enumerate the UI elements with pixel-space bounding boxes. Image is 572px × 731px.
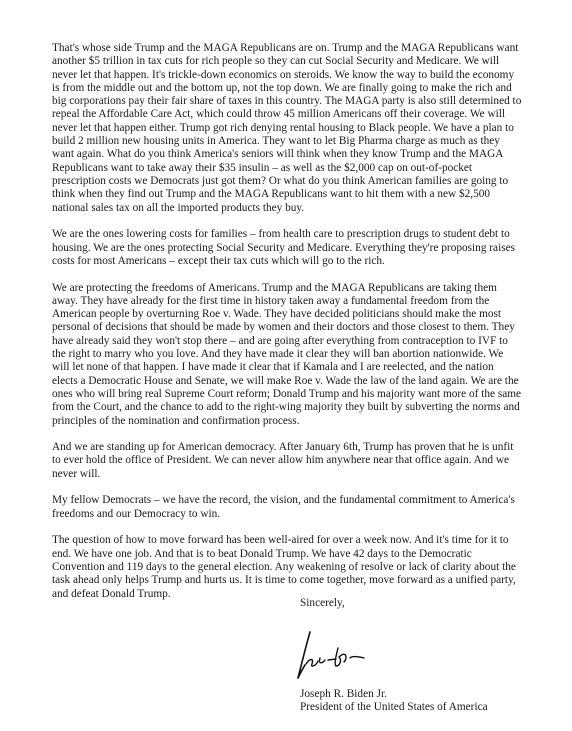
paragraph-3: We are protecting the freedoms of Americans. Trump and the MAGA Republicans are taking them away. They have already for the first time in history taken away a fundamental freedom from the American people by overturning Roe v. Wade. They have decided politicians should make the most personal of decisions that should be made by women and their doctors and those closest to them. They have already said they won't stop there – and are going after everything from contraception to IVF to the right to marry who you love. And they have made it clear they will ban abortion nationwide. We will let none of that happen. I have made it clear that if Kamala and I are reelected, and the nation elects a Democratic House and Senate, we will make Roe v. Wade the law of the land again. We are the ones who will bring real Supreme Court reform; Donald Trump and his majority want more of the same from the Court, and the chance to add to the right-wing majority they built by subverting the norms and principles of the nomination and confirmation process. (52, 281, 522, 427)
paragraph-4: And we are standing up for American democracy. After January 6th, Trump has proven that he is unfit to ever hold the office of President. We can never allow him anywhere near that office again. And we never will. (52, 441, 514, 480)
paragraph-1: That's whose side Trump and the MAGA Republicans are on. Trump and the MAGA Republicans want another $5 trillion in tax cuts for rich people so they can cut Social Security and Medicare. We will never let that happen. It's trickle-down economics on steroids. We know the way to build the economy is from the middle out and the bottom up, not the top down. We are finally going to make the rich and big corporations pay their fair share of taxes in this country. The MAGA party is also still determined to repeal the Affordable Care Act, which could throw 45 million Americans off their coverage. We will never let that happen either. Trump got rich denying rental housing to Black people. We have a plan to build 2 million new housing units in America. They want to let Big Pharma charge as much as they want again. What do you think America's seniors will think when they know Trump and the MAGA Republicans want to take away their $35 insulin – as well as the $2,000 cap on out-of-pocket prescription costs we Democrats just got them? Or what do you think American families are going to think when they find out Trump and the MAGA Republicans want to hit them with a new $2,500 national sales tax on all the imported products they buy. (52, 42, 522, 214)
signer-title: President of the United States of America (300, 701, 488, 714)
paragraph-6: The question of how to move forward has been well-aired for over a week now. And it's time for it to end. We have one job. And that is to beat Donald Trump. We have 42 days to the Democratic Convention and 119 days to the general election. Any weakening of resolve or lack of clarity about the task ahead only helps Trump and hurts us. It is time to come together, move forward as a unified party, and defeat Donald Trump. (52, 534, 516, 600)
closing: Sincerely, (300, 597, 345, 609)
paragraph-2: We are the ones lowering costs for families – from health care to prescription drugs to student debt to housing. We are the ones protecting Social Security and Medicare. Everything they're proposing raises costs for most Americans – except their tax cuts which will go to the rich. (52, 228, 516, 267)
signature-image (292, 628, 372, 684)
signer-block (300, 688, 488, 715)
letter-body (52, 42, 522, 614)
signer-name: Joseph R. Biden Jr. (300, 688, 387, 700)
paragraph-5: My fellow Democrats – we have the record, the vision, and the fundamental commitment to America's freedoms and our Democracy to win. (52, 494, 515, 520)
